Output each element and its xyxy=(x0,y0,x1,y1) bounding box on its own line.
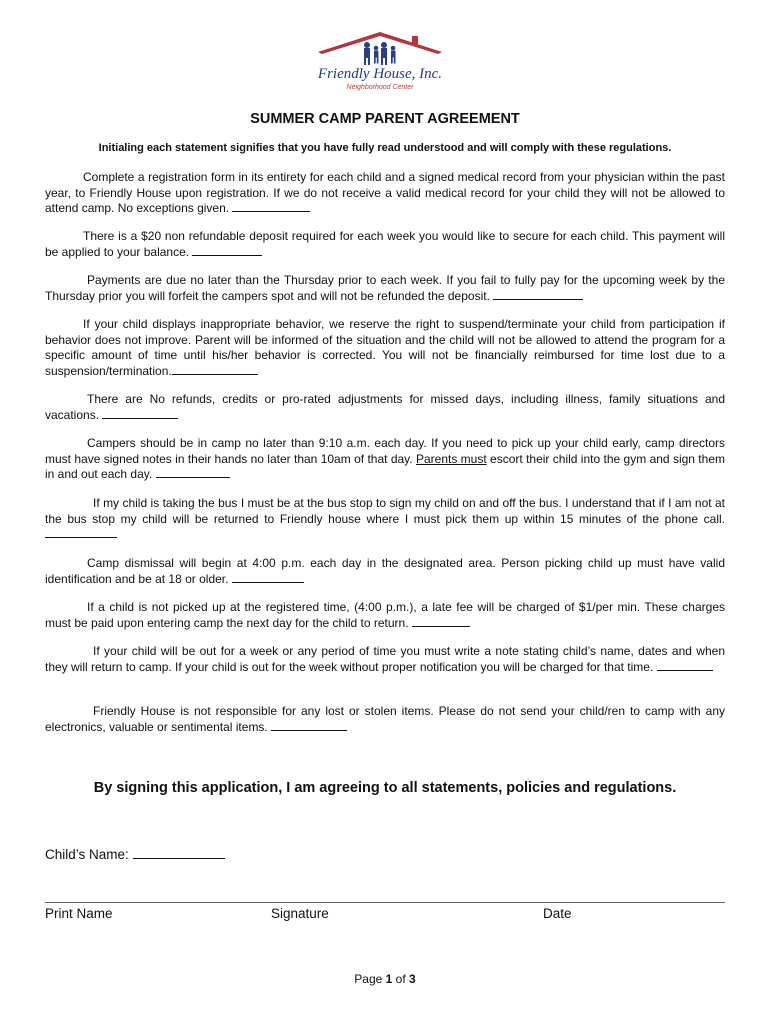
statement-deposit: There is a $20 non refundable deposit required for each week you would like to secure for each child. This payment will be applied to your balance. xyxy=(45,229,725,259)
initial-blank[interactable] xyxy=(232,201,310,212)
initial-blank[interactable] xyxy=(657,660,713,671)
initial-blank[interactable] xyxy=(156,467,230,478)
child-name-label: Child’s Name: xyxy=(45,847,129,862)
statement-absence: If your child will be out for a week or any period of time you must write a note stating child’s name, dates and when they will return to camp. If your child is out for the week without proper notification you will be charged for that time. xyxy=(45,644,725,674)
child-name-row xyxy=(45,845,225,862)
page-number: Page 1 of 3 xyxy=(354,972,416,986)
initial-blank[interactable] xyxy=(232,572,304,583)
statement-payments: Payments are due no later than the Thursday prior to each week. If you fail to fully pay for the upcoming week by the Thursday prior you will forfeit the campers spot and will not be refunded the deposit. xyxy=(45,273,725,303)
initial-blank[interactable] xyxy=(45,527,117,538)
initial-blank[interactable] xyxy=(271,720,347,731)
initial-blank[interactable] xyxy=(412,616,470,627)
logo-name: Friendly House, Inc. xyxy=(317,66,443,82)
statement-dismissal: Camp dismissal will begin at 4:00 p.m. each day in the designated area. Person picking child up must have valid identification and be at 18 or older. xyxy=(45,556,725,586)
instructions: Initialing each statement signifies that you have fully read understood and will comply with these regulations. xyxy=(98,142,672,154)
logo-tagline: Neighborhood Center xyxy=(346,84,414,91)
page-title: SUMMER CAMP PARENT AGREEMENT xyxy=(250,111,520,127)
statement-behavior: If your child displays inappropriate behavior, we reserve the right to suspend/terminate your child from participation if behavior does not improve. Parent will be informed of the situation and the child will not be allowed to attend the program for a specific amount of time until his/her behavior is corrected. You will not be financially reimbursed for time lost due to a suspension/termination. xyxy=(45,317,725,378)
initial-blank[interactable] xyxy=(172,364,258,375)
statement-bus: If my child is taking the bus I must be at the bus stop to sign my child on and off the bus. I understand that if I am not at the bus stop my child will be returned to Friendly house where I must pick them up within 15 minutes of the phone call. xyxy=(45,496,725,543)
statement-refunds: There are No refunds, credits or pro-rated adjustments for missed days, including illness, family situations and vacations. xyxy=(45,392,725,422)
date-label: Date xyxy=(543,906,572,921)
statement-registration: Complete a registration form in its entirety for each child and a signed medical record from your physician within the past year, to Friendly House upon registration. If we do not receive a valid medical record for your child they will not be allowed to attend camp. No exceptions given. xyxy=(45,170,725,216)
statement-late-fee: If a child is not picked up at the registered time, (4:00 p.m.), a late fee will be charged of $1/per min. These charges must be paid upon entering camp the next day for the child to return. xyxy=(45,600,725,630)
house-family-icon xyxy=(314,30,446,70)
agreement-statement: By signing this application, I am agreeing to all statements, policies and regulations. xyxy=(93,780,677,796)
signature-line[interactable] xyxy=(45,902,725,903)
statement-lost-items: Friendly House is not responsible for any lost or stolen items. Please do not send your child/ren to camp with any electronics, valuable or sentimental items. xyxy=(45,704,725,734)
print-name-label: Print Name xyxy=(45,906,113,921)
initial-blank[interactable] xyxy=(102,408,178,419)
friendly-house-logo xyxy=(314,30,446,96)
child-name-field[interactable] xyxy=(133,845,225,859)
initial-blank[interactable] xyxy=(192,245,262,256)
initial-blank[interactable] xyxy=(493,289,583,300)
signature-label: Signature xyxy=(271,906,329,921)
statement-arrival: Campers should be in camp no later than 9:10 a.m. each day. If you need to pick up your child early, camp directors must have signed notes in their hands no later than 10am of that day. Parents must escort their child into the gym and sign them in and out each day. xyxy=(45,436,725,482)
